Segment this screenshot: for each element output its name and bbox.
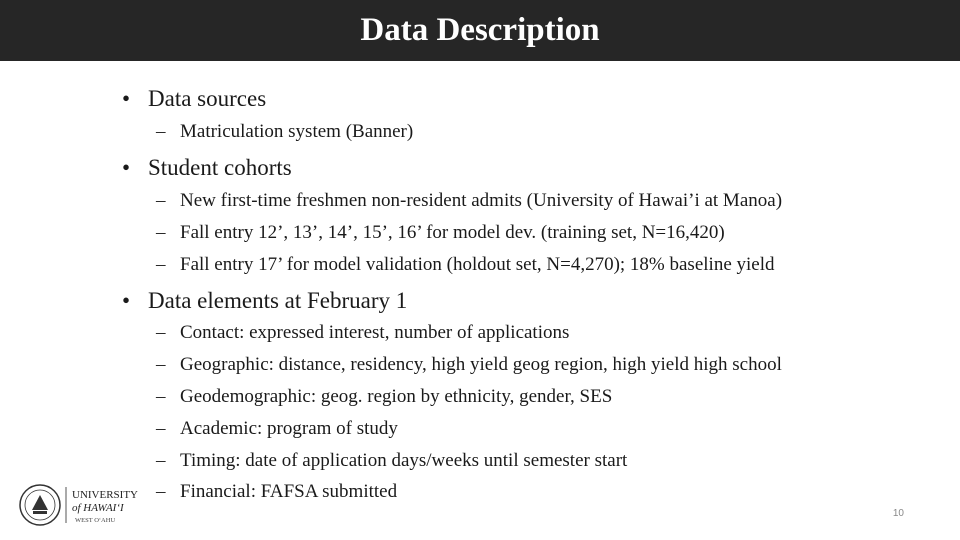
bullet-marker: • [122,86,131,111]
dash-marker: – [156,254,166,275]
bullet-text: Data sources [148,86,267,111]
page-number: 10 [892,508,904,519]
subitem-text: Geodemographic: geog. region by ethnicity, gender, SES [180,386,613,407]
subitem-text: Fall entry 12’, 13’, 14’, 15’, 16’ for model dev. (training set, N=16,420) [180,222,725,243]
subitem-text: Academic: program of study [180,418,398,439]
seal-icon [18,483,160,527]
bullet-marker: • [122,288,131,313]
subitem-text: Fall entry 17’ for model validation (holdout set, N=4,270); 18% baseline yield [180,254,775,275]
dash-marker: – [156,481,166,502]
subitem-text: Timing: date of application days/weeks until semester start [180,450,628,471]
svg-text:of HAWAI‘I: of HAWAI‘I [72,502,124,514]
subitem-text: Matriculation system (Banner) [180,121,414,142]
slide-title: Data Description [360,12,600,48]
dash-marker: – [156,121,166,142]
subitem-text: New first-time freshmen non-resident admits (University of Hawai’i at Manoa) [180,190,783,211]
subitem-text: Contact: expressed interest, number of applications [180,322,570,343]
dash-marker: – [156,354,166,375]
dash-marker: – [156,450,166,471]
dash-marker: – [156,322,166,343]
bullet-text: Student cohorts [148,155,292,180]
svg-text:UNIVERSITY: UNIVERSITY [72,489,138,501]
dash-marker: – [156,418,166,439]
bullet-marker: • [122,155,131,180]
dash-marker: – [156,190,166,211]
dash-marker: – [156,386,166,407]
subitem-text: Financial: FAFSA submitted [180,481,398,502]
bullet-text: Data elements at February 1 [148,288,408,313]
svg-text:WEST O‘AHU: WEST O‘AHU [75,517,116,524]
university-logo [18,483,160,527]
dash-marker: – [156,222,166,243]
subitem-text: Geographic: distance, residency, high yield geog region, high yield high school [180,354,782,375]
